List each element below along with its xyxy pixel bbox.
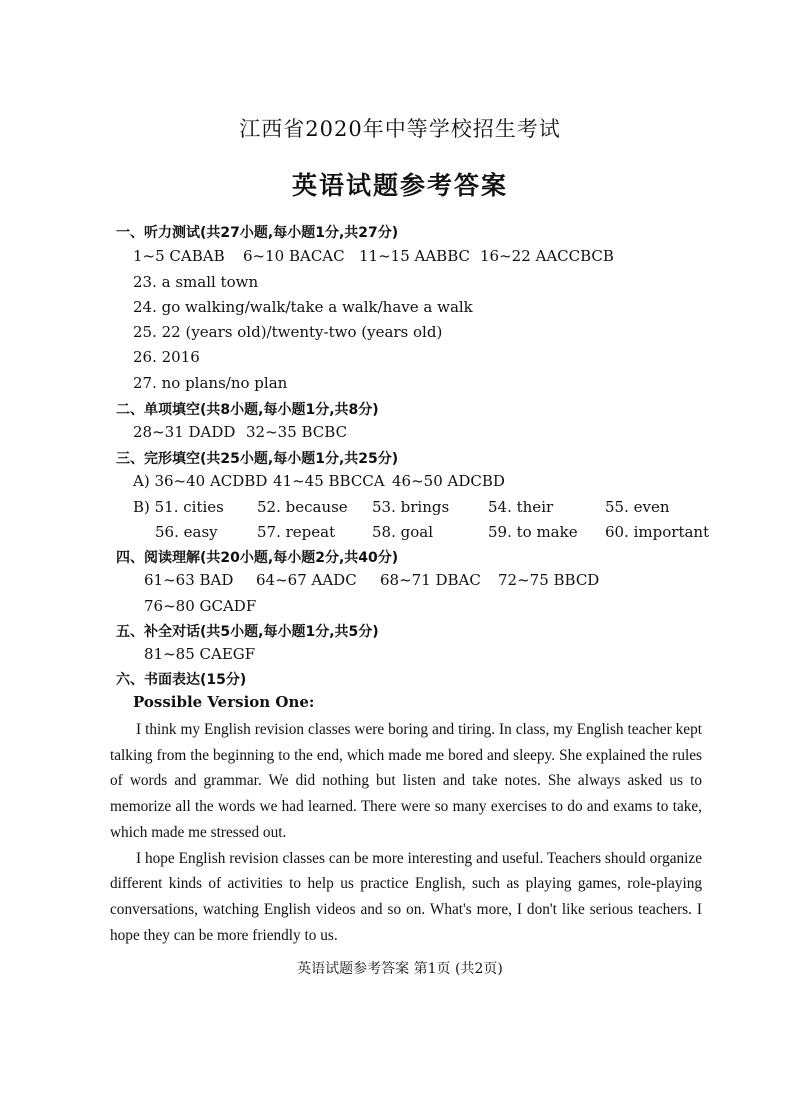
- answer-item: 59. to make: [488, 523, 578, 541]
- essay-body: [110, 717, 702, 948]
- version-label: Possible Version One:: [133, 693, 315, 711]
- answer-group: 68~71 DBAC: [380, 571, 481, 589]
- answer-item: 53. brings: [372, 498, 450, 516]
- section-heading-writing: 六、书面表达(15分): [116, 672, 247, 688]
- section-heading-reading: 四、阅读理解(共20小题,每小题2分,共40分): [116, 550, 399, 566]
- answer-item: 54. their: [488, 498, 554, 516]
- document-title: 江西省2020年中等学校招生考试: [239, 117, 561, 141]
- page-footer: 英语试题参考答案 第1页 (共2页): [297, 961, 503, 977]
- answer-group: A) 36~40 ACDBD: [133, 472, 268, 490]
- answer-item: 58. goal: [372, 523, 433, 541]
- section-heading-dialogue: 五、补全对话(共5小题,每小题1分,共5分): [116, 624, 379, 640]
- answer-group: 41~45 BBCCA: [273, 472, 385, 490]
- answer-item: 24. go walking/walk/take a walk/have a walk: [133, 298, 473, 316]
- answer-item: 60. important: [605, 523, 710, 541]
- answer-group: 6~10 BACAC: [243, 247, 345, 265]
- answer-group: 28~31 DADD: [133, 423, 236, 441]
- answer-group: 64~67 AADC: [256, 571, 357, 589]
- answer-item: 52. because: [257, 498, 348, 516]
- answer-group: 81~85 CAEGF: [144, 645, 256, 663]
- answer-item: 25. 22 (years old)/twenty-two (years old): [133, 323, 443, 341]
- answer-group: 76~80 GCADF: [144, 597, 257, 615]
- answer-group: 72~75 BBCD: [498, 571, 600, 589]
- answer-group: 11~15 AABBC: [359, 247, 470, 265]
- section-heading-listening: 一、听力测试(共27小题,每小题1分,共27分): [116, 225, 399, 241]
- section-heading-cloze: 三、完形填空(共25小题,每小题1分,共25分): [116, 451, 399, 467]
- answer-item: B) 51. cities: [133, 498, 224, 516]
- answer-group: 61~63 BAD: [144, 571, 234, 589]
- answer-group: 16~22 AACCBCB: [480, 247, 614, 265]
- answer-item: 55. even: [605, 498, 670, 516]
- section-heading-single-choice: 二、单项填空(共8小题,每小题1分,共8分): [116, 402, 379, 418]
- essay-paragraph: I hope English revision classes can be more interesting and useful. Teachers should organize different kinds of activities to help us practice English, such as playing games, role-playing conversations, watching English videos and so on. What's more, I don't like serious teachers. I hope they can be more friendly to us.: [110, 849, 702, 944]
- answer-item: 57. repeat: [257, 523, 336, 541]
- answer-item: 26. 2016: [133, 348, 200, 366]
- answer-item: 56. easy: [155, 523, 218, 541]
- answer-item: 23. a small town: [133, 273, 259, 291]
- answer-group: 1~5 CABAB: [133, 247, 225, 265]
- answer-group: 32~35 BCBC: [246, 423, 348, 441]
- answer-item: 27. no plans/no plan: [133, 374, 288, 392]
- answer-group: 46~50 ADCBD: [392, 472, 505, 490]
- essay-paragraph: I think my English revision classes were boring and tiring. In class, my English teacher kept talking from the beginning to the end, which made me bored and sleepy. She explained the rules of words and grammar. We did nothing but listen and take notes. She always asked us to memorize all the words we had learned. There were so many exercises to do and exams to take, which made me stressed out.: [110, 721, 702, 841]
- document-subtitle: 英语试题参考答案: [291, 171, 508, 200]
